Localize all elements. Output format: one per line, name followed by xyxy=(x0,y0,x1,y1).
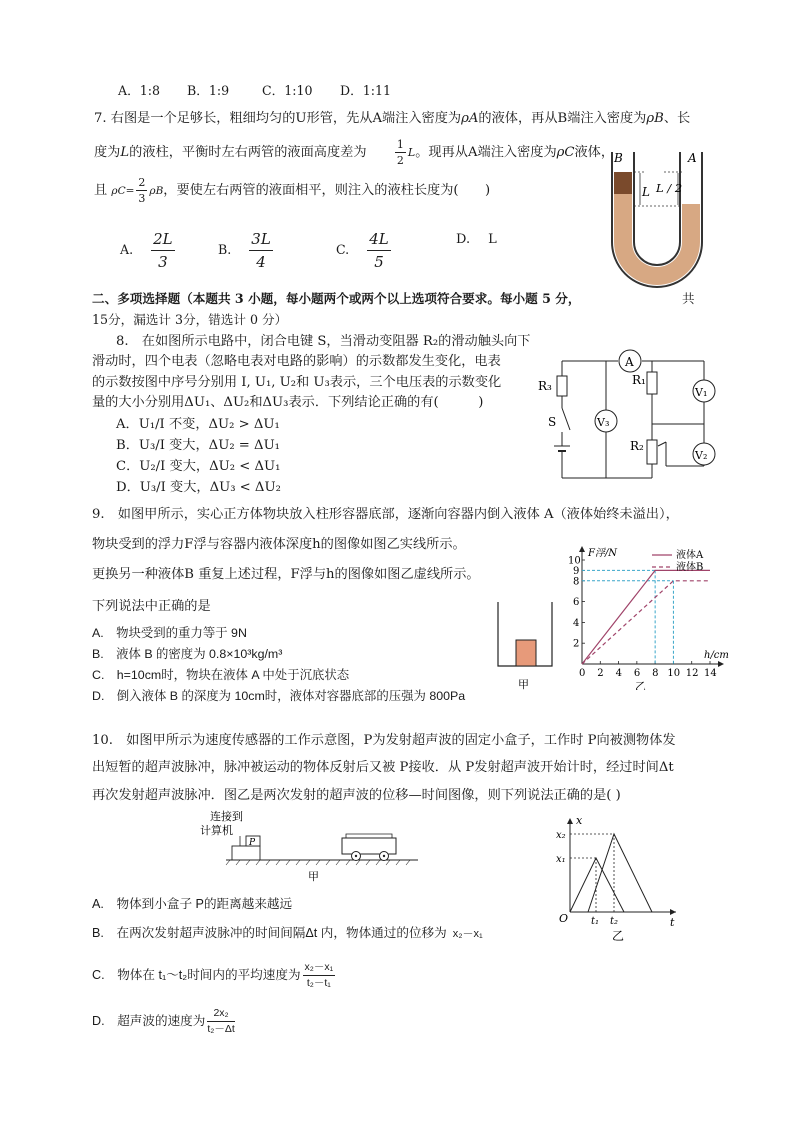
label-x1: x₁ xyxy=(556,854,566,865)
label-s: S xyxy=(548,415,557,429)
container-figure xyxy=(494,598,556,692)
label-yi-9: 乙 xyxy=(635,680,647,690)
y-tick-label: 8 xyxy=(573,576,580,588)
q8-option-c: C．U₂/I 变大，ΔU₂ < ΔU₁ xyxy=(116,459,281,474)
base-block xyxy=(232,846,260,860)
q9-line3: 更换另一种液体B 重复上述过程，F浮与h的图像如图乙虚线所示。 xyxy=(92,567,480,582)
x-tick-label: 2 xyxy=(597,668,604,679)
section2-line1-end: 共 xyxy=(682,291,695,306)
q6-option-a: A．1:8 xyxy=(118,83,160,98)
displacement-time-graph xyxy=(554,812,684,944)
q10-option-b: B. 在两次发射超声波脉冲的时间间隔Δt 内，物体通过的位移为 x₂－x₁ xyxy=(92,926,483,940)
y-tick-label: 6 xyxy=(573,597,580,609)
q7-option-a: A. $\frac{2L}{3}$ xyxy=(120,230,173,271)
label-b: B xyxy=(614,151,623,165)
circuit-diagram xyxy=(534,346,720,484)
label-x2: x₂ xyxy=(556,830,566,841)
q10-option-a: A. 物体到小盒子 P的距离越来越远 xyxy=(92,897,293,911)
q7-line2: 度为L的液柱，平衡时左右两管的液面高度差为 $\frac{1}{2}$ L。现再从A端注入密度为ρC液体， xyxy=(94,138,615,167)
label-t-axis: t xyxy=(670,916,675,929)
q10-option-d: D. 超声波的速度为 $\frac{\text{2x₂}}{\text{t₂－Δt}}$ xyxy=(92,1007,235,1036)
buoyancy-chart xyxy=(566,546,736,690)
section2-line1: 二、多项选择题（本题共 3 小题，每小题两个或两个以上选项符合要求。每小题 5 分， xyxy=(92,291,581,306)
series-line-liquid-b xyxy=(582,581,710,664)
label-x-axis: x xyxy=(576,814,583,827)
q10-line2: 出短暂的超声波脉冲，脉冲被运动的物体反射后又被 P接收．从 P发射超声波开始计时，经过时间Δt xyxy=(92,760,674,775)
x-tick-label: 4 xyxy=(615,668,622,679)
q9-option-c: C. h=10cm时，物块在液体 A 中处于沉底状态 xyxy=(92,668,350,682)
y-tick-label: 10 xyxy=(568,555,581,567)
r2-resistor xyxy=(647,440,657,464)
x-axis-title: h/cm xyxy=(704,650,729,661)
label-l: L xyxy=(642,185,650,199)
cube-block xyxy=(516,640,536,666)
u-tube-figure xyxy=(604,142,710,288)
label-origin: O xyxy=(559,912,569,925)
q7-line1: 7. 右图是一个足够长，粗细均匀的U形管，先从A端注入密度为ρA的液体，再从B端注入密度为ρB、长 xyxy=(94,111,691,126)
y-axis-title: F浮/N xyxy=(588,548,618,559)
q7-two-thirds: $\frac{2}{3}$ xyxy=(138,176,146,205)
q9-option-a: A. 物块受到的重力等于 9N xyxy=(92,626,247,640)
u-tube-inner xyxy=(634,152,683,265)
label-p: P xyxy=(249,838,256,848)
q7-option-d: D. L xyxy=(456,232,497,247)
label-jia: 甲 xyxy=(518,678,529,691)
label-a: A xyxy=(688,151,697,165)
label-t1: t₁ xyxy=(591,916,600,927)
r1-resistor xyxy=(647,372,657,394)
q8-line3: 的示数按图中序号分别用 I, U₁, U₂和 U₃表示，三个电压表的示数变化 xyxy=(92,375,502,390)
q7-option-b: B. $\frac{3L}{4}$ xyxy=(218,230,271,271)
r3-resistor xyxy=(557,376,567,396)
q6-option-c: C．1:10 xyxy=(262,83,313,98)
sensor-figure xyxy=(196,808,432,882)
q8-line1: 8. 在如图所示电路中，闭合电键 S，当滑动变阻器 R₂的滑动触头向下 xyxy=(116,334,531,349)
q8-line2: 滑动时，四个电表（忽略电表对电路的影响）的示数都发生变化，电表 xyxy=(92,354,501,369)
label-t2: t₂ xyxy=(610,916,619,927)
label-v3: V₃ xyxy=(597,416,610,429)
q10-option-c: C. 物体在 t₁～t₂时间内的平均速度为 $\frac{\text{x₂－x₁}}{\text{t₂－t₁}}$ xyxy=(92,961,334,990)
label-jia-10: 甲 xyxy=(308,870,319,882)
label-v1: V₁ xyxy=(695,386,708,399)
label-r1: R₁ xyxy=(632,373,646,387)
q8-option-a: A．U₁/I 不变，ΔU₂ > ΔU₁ xyxy=(116,417,280,432)
q8-line4: 量的大小分别用ΔU₁、ΔU₂和ΔU₃表示．下列结论正确的有( ) xyxy=(92,395,484,410)
label-a-meter: A xyxy=(625,355,634,369)
x-tick-label: 10 xyxy=(667,668,681,679)
q6-option-b: B．1:9 xyxy=(187,83,230,98)
q7-number: 7. xyxy=(94,111,107,126)
y-tick-label: 9 xyxy=(573,565,580,577)
q10-line1: 10. 如图甲所示为速度传感器的工作示意图，P为发射超声波的固定小盒子，工作时 P向被测物体发 xyxy=(92,733,676,748)
q9-option-d: D. 倒入液体 B 的深度为 10cm时，液体对容器底部的压强为 800Pa xyxy=(92,689,466,703)
label-half-l: L / 2 xyxy=(656,181,683,195)
x-tick-label: 12 xyxy=(685,668,699,679)
y-axis-arrow xyxy=(579,546,585,552)
q8-option-b: B．U₃/I 变大，ΔU₂ = ΔU₁ xyxy=(116,438,280,453)
x-tick-label: 14 xyxy=(704,668,717,679)
label-v2: V₂ xyxy=(695,449,708,462)
x-tick-label: 8 xyxy=(652,668,659,679)
label-r3: R₃ xyxy=(538,379,552,393)
y-tick-label: 2 xyxy=(573,638,580,650)
q8-option-d: D．U₃/I 变大，ΔU₃ < ΔU₂ xyxy=(116,480,281,495)
q9-line4: 下列说法中正确的是 xyxy=(92,599,211,614)
q7-half-fraction: $\frac{1}{2}$ xyxy=(396,138,404,167)
label-yi-10: 乙 xyxy=(612,929,625,943)
legend-label-1: 液体A xyxy=(676,550,704,561)
q6-option-d: D．1:11 xyxy=(340,83,391,98)
q9-line1: 9. 如图甲所示，实心正方体物块放入柱形容器底部，逐渐向容器内倒入液体 A（液体始终未溢出）， xyxy=(92,507,679,522)
label-connect-2: 计算机 xyxy=(200,824,233,837)
section2-line2: 15分，漏选计 3分，错选计 0 分） xyxy=(92,312,288,327)
q9-line2: 物块受到的浮力F浮与容器内液体深度h的图像如图乙实线所示。 xyxy=(92,537,466,552)
label-connect-1: 连接到 xyxy=(210,810,243,823)
x-axis-arrow xyxy=(718,661,724,667)
q9-option-b: B. 液体 B 的密度为 0.8×10³kg/m³ xyxy=(92,647,283,661)
q7-option-c: C. $\frac{4L}{5}$ xyxy=(336,230,389,271)
q7-line3: 且 ρC= $\frac{2}{3}$ ρB，要使左右两管的液面相平，则注入的液柱长度为( ) xyxy=(94,176,491,205)
y-tick-label: 4 xyxy=(573,617,580,629)
label-r2: R₂ xyxy=(630,439,644,453)
cart-body xyxy=(342,838,396,854)
u-tube-liquid xyxy=(614,192,700,285)
legend-label-2: 液体B xyxy=(676,562,704,573)
pulse-2 xyxy=(588,834,652,912)
x-tick-label: 0 xyxy=(579,668,586,679)
q10-line3: 再次发射超声波脉冲．图乙是两次发射的超声波的位移—时间图像，则下列说法正确的是( ) xyxy=(92,788,621,803)
series-line-liquid-a xyxy=(582,570,710,664)
x-tick-label: 6 xyxy=(633,668,641,679)
liquid-column-b xyxy=(614,172,632,194)
